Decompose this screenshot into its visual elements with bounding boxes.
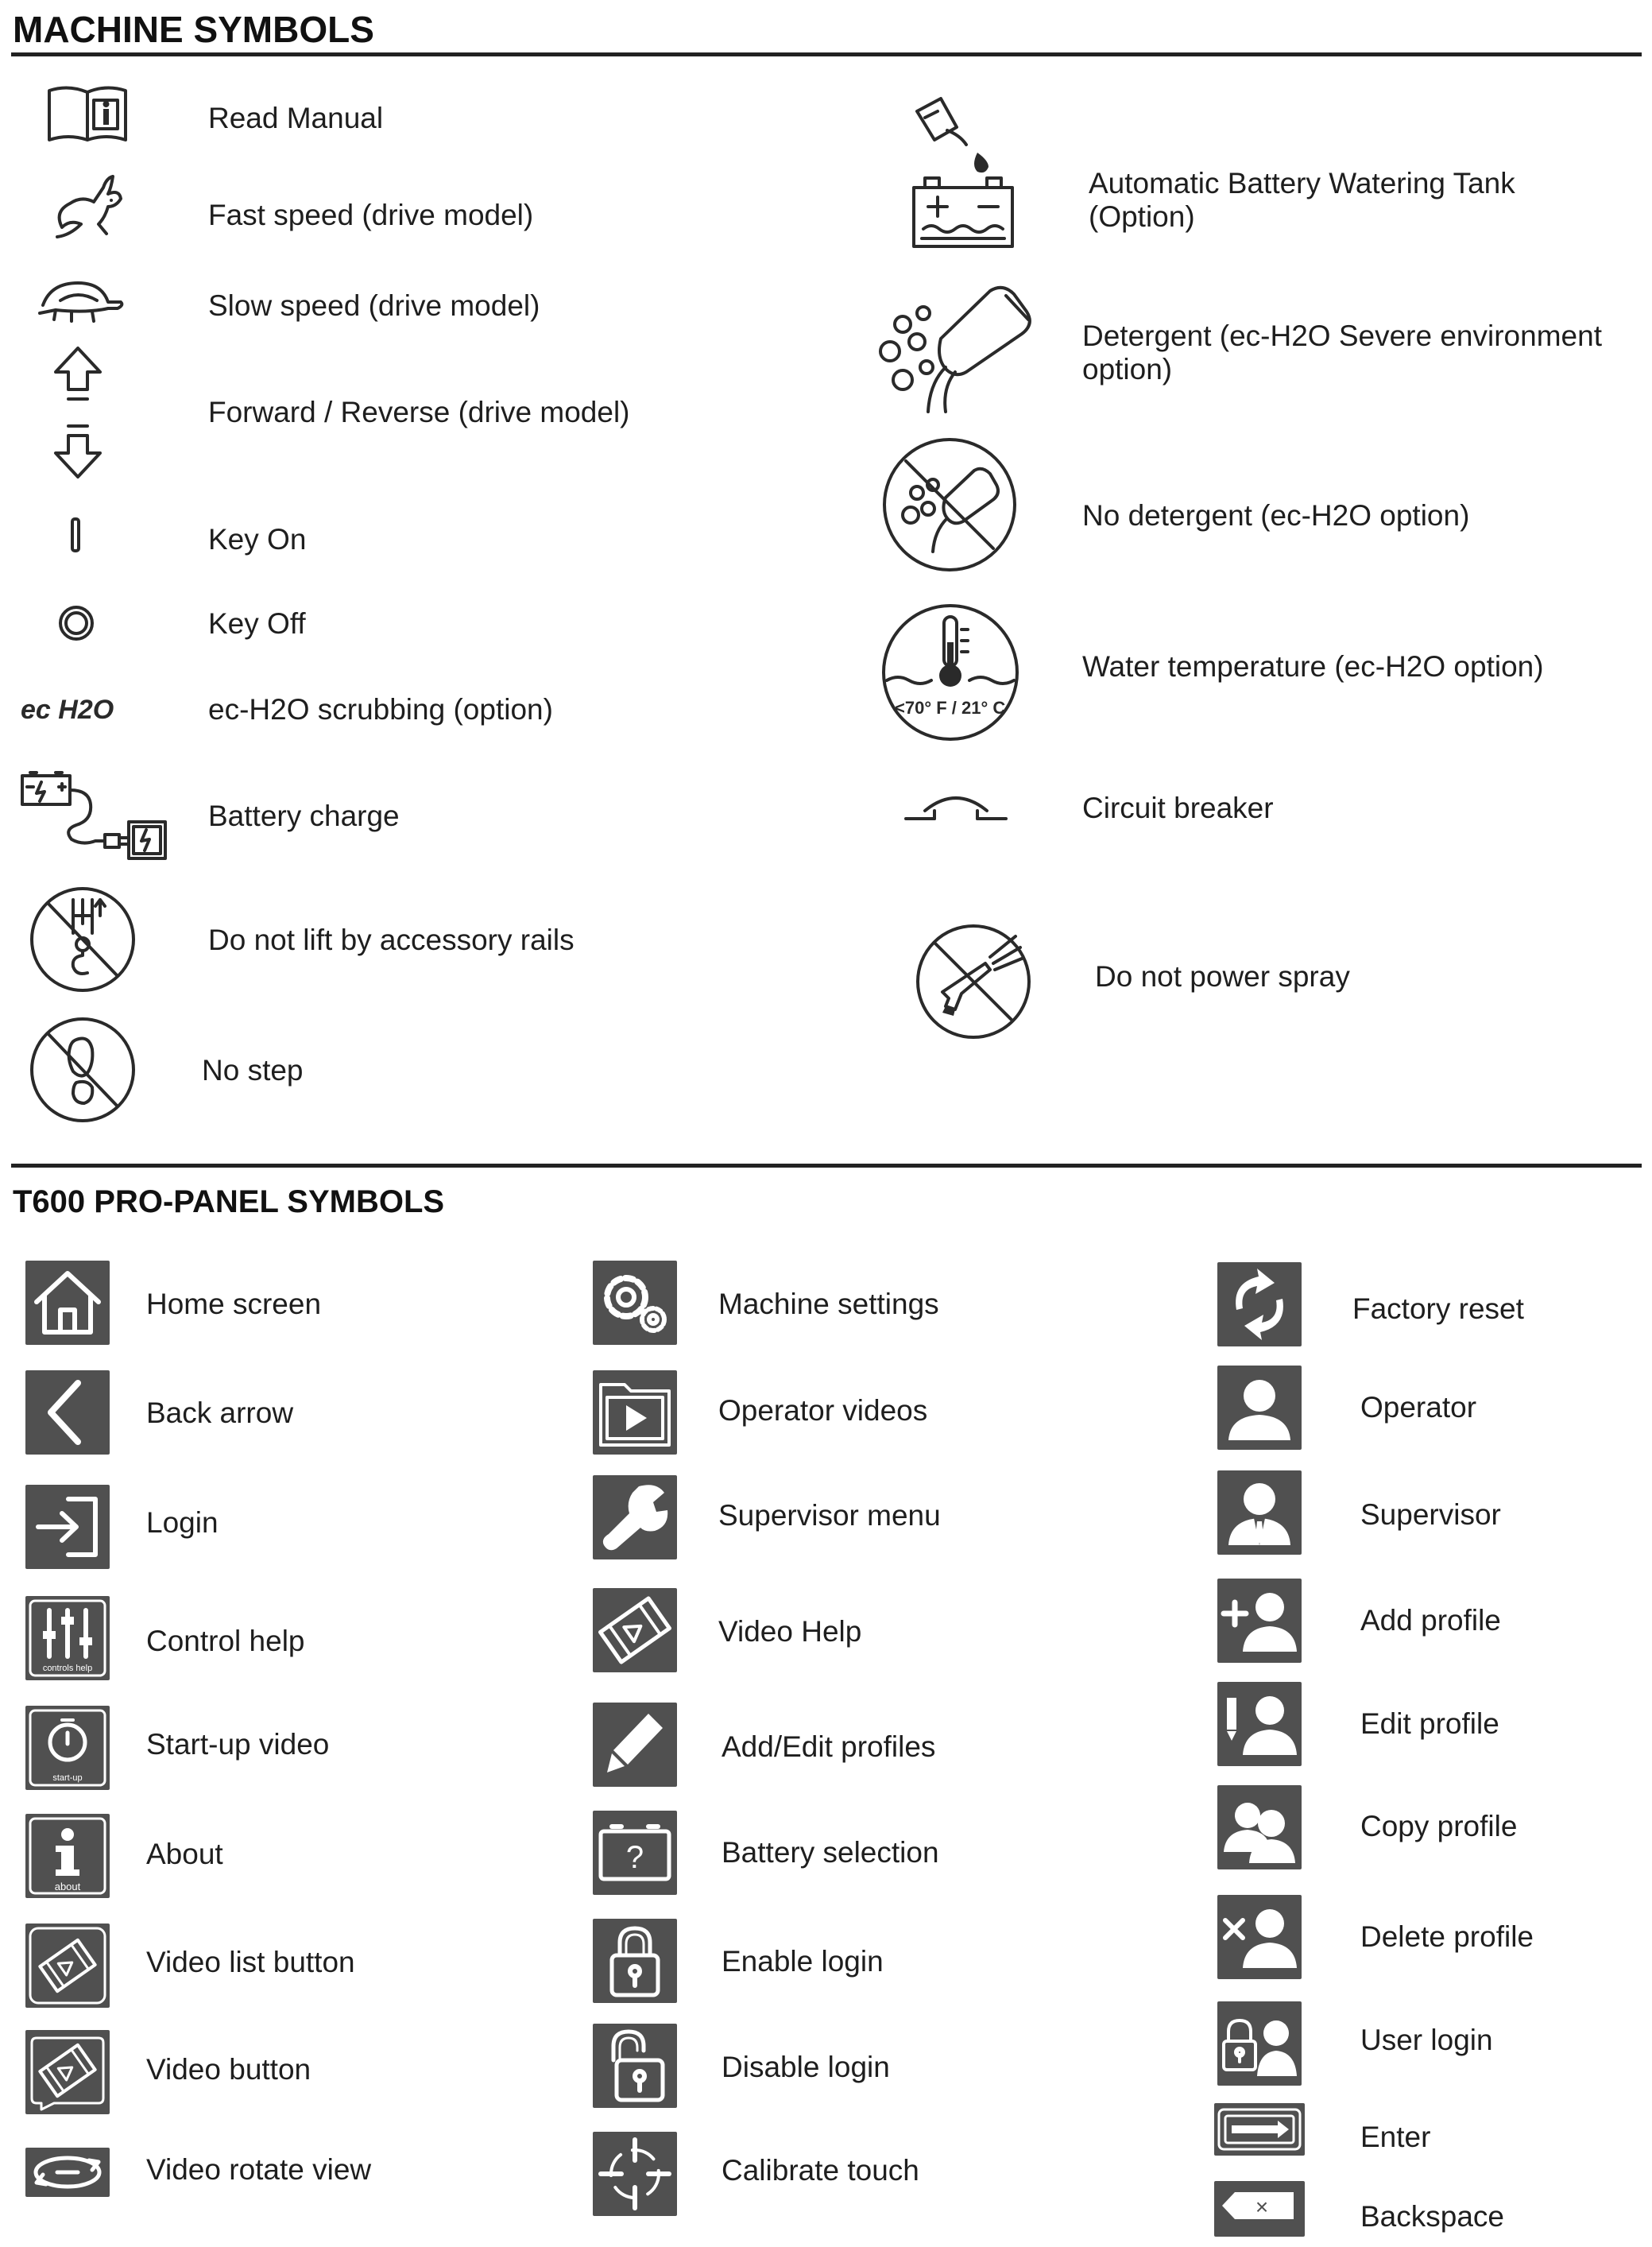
no-lift-icon <box>27 884 138 995</box>
battery-question-icon <box>593 1811 677 1895</box>
svg-text:ec H2O: ec H2O <box>21 695 114 725</box>
copy-profile-icon <box>1217 1785 1302 1869</box>
supervisor-label: Supervisor <box>1360 1498 1501 1531</box>
about-icon <box>25 1814 110 1898</box>
backspace-key-icon <box>1214 2181 1305 2237</box>
film-icon <box>593 1588 677 1672</box>
key-on-label: Key On <box>208 523 307 556</box>
svg-text:start-up: start-up <box>52 1773 83 1783</box>
circuit-breaker-icon <box>903 790 1009 825</box>
no-lift-label: Do not lift by accessory rails <box>208 924 575 956</box>
calibrate-touch-label: Calibrate touch <box>722 2154 919 2187</box>
video-list-button-label: Video list button <box>146 1946 355 1978</box>
reverse-arrow-icon <box>52 421 103 480</box>
slow-speed-label: Slow speed (drive model) <box>208 289 540 322</box>
detergent-label: Detergent (ec-H2O Severe environment <box>1082 320 1602 352</box>
control-help-icon <box>25 1596 110 1680</box>
svg-text:?: ? <box>625 1840 644 1875</box>
turtle-icon <box>32 278 126 324</box>
edit-profile-icon <box>1217 1682 1302 1766</box>
key-off-icon <box>57 604 95 642</box>
startup-video-label: Start-up video <box>146 1728 330 1761</box>
enter-label: Enter <box>1360 2121 1431 2153</box>
rabbit-icon <box>46 172 126 243</box>
no-detergent-icon <box>880 436 1019 574</box>
pencil-icon <box>593 1703 677 1787</box>
battery-charge-label: Battery charge <box>208 800 400 832</box>
back-arrow-icon <box>25 1370 110 1455</box>
detergent-icon <box>879 285 1036 420</box>
svg-text:×: × <box>1255 2195 1269 2219</box>
no-power-spray-icon <box>914 922 1033 1041</box>
crosshair-icon <box>593 2132 677 2216</box>
add-profile-icon <box>1217 1579 1302 1663</box>
forward-arrow-icon <box>52 345 103 404</box>
ec-h2o-label: ec-H2O scrubbing (option) <box>208 693 553 726</box>
operator-icon <box>1217 1366 1302 1450</box>
backspace-label: Backspace <box>1360 2200 1504 2233</box>
user-login-label: User login <box>1360 2024 1493 2056</box>
svg-text:controls help: controls help <box>42 1664 93 1673</box>
video-list-icon <box>25 1924 110 2008</box>
supervisor-menu-label: Supervisor menu <box>718 1499 941 1532</box>
factory-reset-icon <box>1217 1262 1302 1346</box>
machine-symbols-divider <box>11 52 1642 56</box>
battery-watering-icon <box>911 95 1022 251</box>
machine-symbols-heading: MACHINE SYMBOLS <box>13 9 374 50</box>
back-arrow-label: Back arrow <box>146 1397 294 1429</box>
circuit-breaker-label: Circuit breaker <box>1082 792 1274 824</box>
login-icon <box>25 1485 110 1569</box>
startup-video-icon <box>25 1706 110 1790</box>
home-screen-label: Home screen <box>146 1288 322 1320</box>
wrench-icon <box>593 1475 677 1559</box>
lock-open-icon <box>593 2024 677 2108</box>
operator-videos-label: Operator videos <box>718 1394 928 1427</box>
edit-profile-label: Edit profile <box>1360 1707 1499 1740</box>
no-step-label: No step <box>202 1054 304 1087</box>
operator-videos-icon <box>593 1370 677 1455</box>
copy-profile-label: Copy profile <box>1360 1810 1518 1842</box>
about-label: About <box>146 1838 223 1870</box>
factory-reset-label: Factory reset <box>1352 1292 1524 1325</box>
add-profile-label: Add profile <box>1360 1604 1501 1637</box>
key-on-icon <box>70 517 81 553</box>
no-detergent-label: No detergent (ec-H2O option) <box>1082 499 1470 532</box>
delete-profile-icon <box>1217 1895 1302 1979</box>
read-manual-label: Read Manual <box>208 102 384 134</box>
forward-reverse-label: Forward / Reverse (drive model) <box>208 396 630 428</box>
battery-selection-label: Battery selection <box>722 1836 939 1869</box>
battery-watering-label: Automatic Battery Watering Tank <box>1089 167 1515 200</box>
no-step-icon <box>27 1014 138 1125</box>
battery-watering-label-2: (Option) <box>1089 200 1195 233</box>
fast-speed-label: Fast speed (drive model) <box>208 199 534 231</box>
lock-closed-icon <box>593 1919 677 2003</box>
panel-symbols-divider <box>11 1164 1642 1168</box>
no-power-spray-label: Do not power spray <box>1095 960 1350 993</box>
battery-charge-icon <box>19 769 167 860</box>
video-button-icon <box>25 2030 110 2114</box>
read-manual-icon <box>46 83 129 143</box>
ec-h2o-icon <box>19 693 162 725</box>
disable-login-label: Disable login <box>722 2051 890 2083</box>
control-help-label: Control help <box>146 1625 305 1657</box>
panel-symbols-heading: T600 PRO-PANEL SYMBOLS <box>13 1184 445 1219</box>
video-rotate-icon <box>25 2148 110 2197</box>
water-temperature-label: Water temperature (ec-H2O option) <box>1082 650 1544 683</box>
key-off-label: Key Off <box>208 607 306 640</box>
water-temperature-icon <box>879 601 1022 744</box>
svg-text:<70° F / 21° C: <70° F / 21° C <box>895 698 1006 718</box>
login-label: Login <box>146 1506 219 1539</box>
add-edit-profiles-label: Add/Edit profiles <box>722 1730 936 1763</box>
gears-icon <box>593 1261 677 1345</box>
enable-login-label: Enable login <box>722 1945 884 1978</box>
video-button-label: Video button <box>146 2053 311 2086</box>
detergent-label-2: option) <box>1082 353 1173 385</box>
operator-label: Operator <box>1360 1391 1477 1424</box>
enter-key-icon <box>1214 2103 1305 2156</box>
video-help-label: Video Help <box>718 1615 862 1648</box>
user-login-icon <box>1217 2001 1302 2086</box>
machine-settings-label: Machine settings <box>718 1288 939 1320</box>
home-icon <box>25 1261 110 1345</box>
supervisor-icon <box>1217 1470 1302 1555</box>
delete-profile-label: Delete profile <box>1360 1920 1534 1953</box>
svg-text:about: about <box>54 1881 81 1893</box>
video-rotate-view-label: Video rotate view <box>146 2153 372 2186</box>
